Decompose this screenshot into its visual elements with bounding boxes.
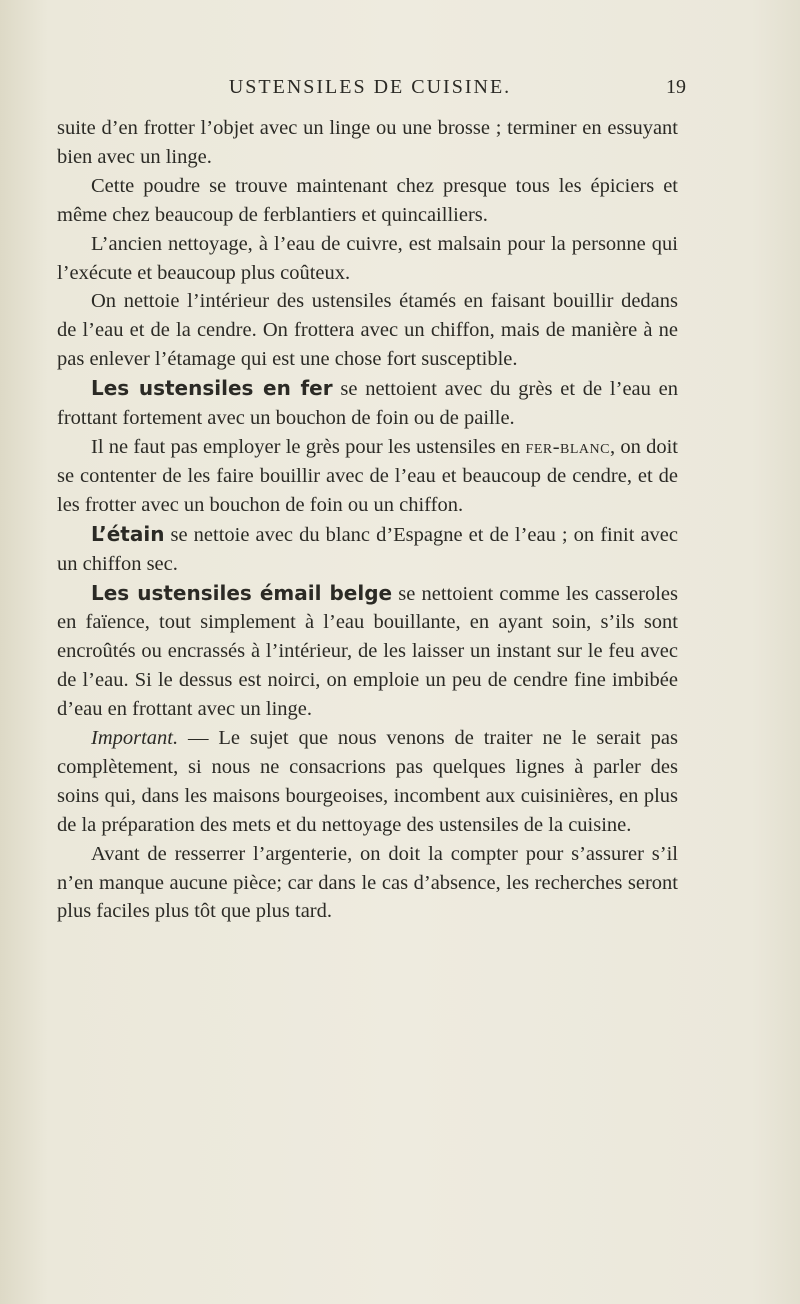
fer-blanc-term: fer-blanc [525,435,610,458]
paragraph-9-text: — Le sujet que nous venons de traiter ne le serait pas complètement, si nous ne consacrions pas quelques lignes à parler des soins qui, dans les maisons bourgeoises, incombent aux cuisinières, en plus de la préparation des mets et du nettoyage des ustensiles de la cuisine. [57,727,678,836]
paragraph-7 [57,520,678,579]
heading-ustensiles-fer: Les ustensiles en fer [91,376,333,401]
running-title: USTENSILES DE CUISINE. [228,76,512,98]
page-number: 19 [666,76,686,98]
paragraph-5 [57,374,678,433]
heading-etain: L’étain [91,521,165,546]
paragraph-4: On nettoie l’intérieur des ustensiles étamés en faisant bouillir dedans de l’eau et de la cendre. On frottera avec un chiffon, mais de manière à ne pas enlever l’étamage qui est une chose fort susceptible. [57,290,678,371]
paragraph-8-text: se nettoient comme les casseroles en faïence, tout simplement à l’eau bouillante, en ayant soin, s’ils sont encroûtés ou encrassés à l’intérieur, de les laisser un instant sur le feu avec de l’eau. Si le dessus est noirci, on emploie un peu de cendre fine imbibée d’eau en frottant avec un linge. [57,582,678,721]
paragraph-2: Cette poudre se trouve maintenant chez presque tous les épiciers et même chez beaucoup de ferblantiers et quincailliers. [57,174,678,226]
page-header [60,74,686,104]
paragraph-8 [57,579,678,725]
important-label: Important. [91,727,179,750]
body-text [57,114,678,926]
paragraph-6-start: Il ne faut pas employer le grès pour les ustensiles en [91,435,526,458]
paragraph-5-text: se nettoient avec du grès et de l’eau en frottant fortement avec un bouchon de foin ou de paille. [57,378,679,430]
paragraph-7-text: se nettoie avec du blanc d’Espagne et de l’eau ; on finit avec un chiffon sec. [57,523,678,575]
paragraph-1: suite d’en frotter l’objet avec un linge ou une brosse ; terminer en essuyant bien avec un linge. [57,117,678,168]
paragraph-3: L’ancien nettoyage, à l’eau de cuivre, est malsain pour la personne qui l’exécute et beaucoup plus coûteux. [57,232,678,284]
paragraph-6-end: , on doit se contenter de les faire bouillir avec de l’eau et beaucoup de cendre, et de les frotter avec un bouchon de foin ou un chiffon. [57,435,678,516]
paragraph-10: Avant de resserrer l’argenterie, on doit la compter pour s’assurer s’il n’en manque aucune pièce; car dans le cas d’absence, les recherches seront plus faciles plus tôt que plus tard. [57,842,678,923]
heading-email-belge: Les ustensiles émail belge [91,580,393,605]
paragraph-6 [57,433,678,520]
paragraph-9 [57,724,678,840]
